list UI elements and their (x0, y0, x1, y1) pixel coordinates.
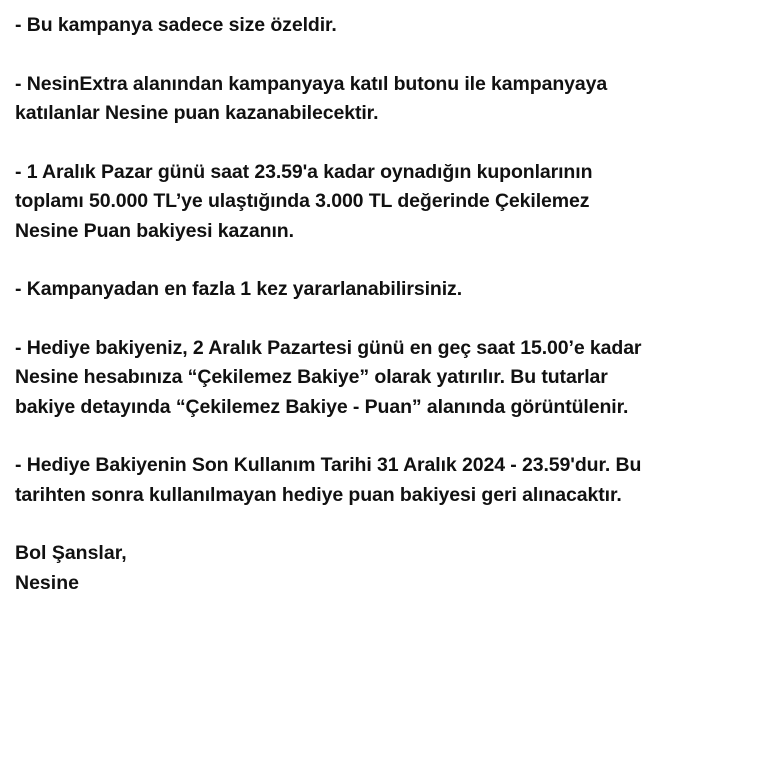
term-once-only (15, 275, 755, 305)
term-coupon-total (15, 158, 755, 247)
term-expiry (15, 451, 755, 510)
text-line: - Hediye bakiyeniz, 2 Aralık Pazartesi günü en geç saat 15.00’e kadar (15, 336, 642, 359)
term-bonus-deposit (15, 334, 755, 423)
text-line: - Hediye Bakiyenin Son Kullanım Tarihi 31 Aralık 2024 - 23.59'dur. Bu (15, 454, 642, 476)
text-line: Nesine Puan bakiyesi kazanın. (15, 219, 294, 242)
text-line: Nesine hesabınıza “Çekilemez Bakiye” olarak yatırılır. Bu tutarlar (15, 366, 608, 388)
text-line: katılanlar Nesine puan kazanabilecektir. (15, 102, 379, 124)
signoff-greeting: Bol Şanslar, (15, 542, 127, 564)
text-line: - Kampanyadan en fazla 1 kez yararlanabilirsiniz. (15, 278, 463, 300)
signoff (15, 539, 755, 598)
text-line: - NesinExtra alanından kampanyaya katıl butonu ile kampanyaya (15, 72, 608, 95)
text-line: toplamı 50.000 TL’ye ulaştığında 3.000 TL değerinde Çekilemez (15, 190, 590, 212)
text-line: tarihten sonra kullanılmayan hediye puan bakiyesi geri alınacaktır. (15, 483, 622, 506)
text-line: bakiye detayında “Çekilemez Bakiye - Puan” alanında görüntülenir. (15, 395, 629, 418)
signoff-name: Nesine (15, 571, 79, 594)
text-line: - Bu kampanya sadece size özeldir. (15, 14, 337, 36)
campaign-terms-document (15, 11, 755, 598)
text-line: - 1 Aralık Pazar günü saat 23.59'a kadar oynadığın kuponlarının (15, 160, 593, 183)
term-join-button (15, 70, 755, 129)
term-exclusive (15, 11, 755, 41)
